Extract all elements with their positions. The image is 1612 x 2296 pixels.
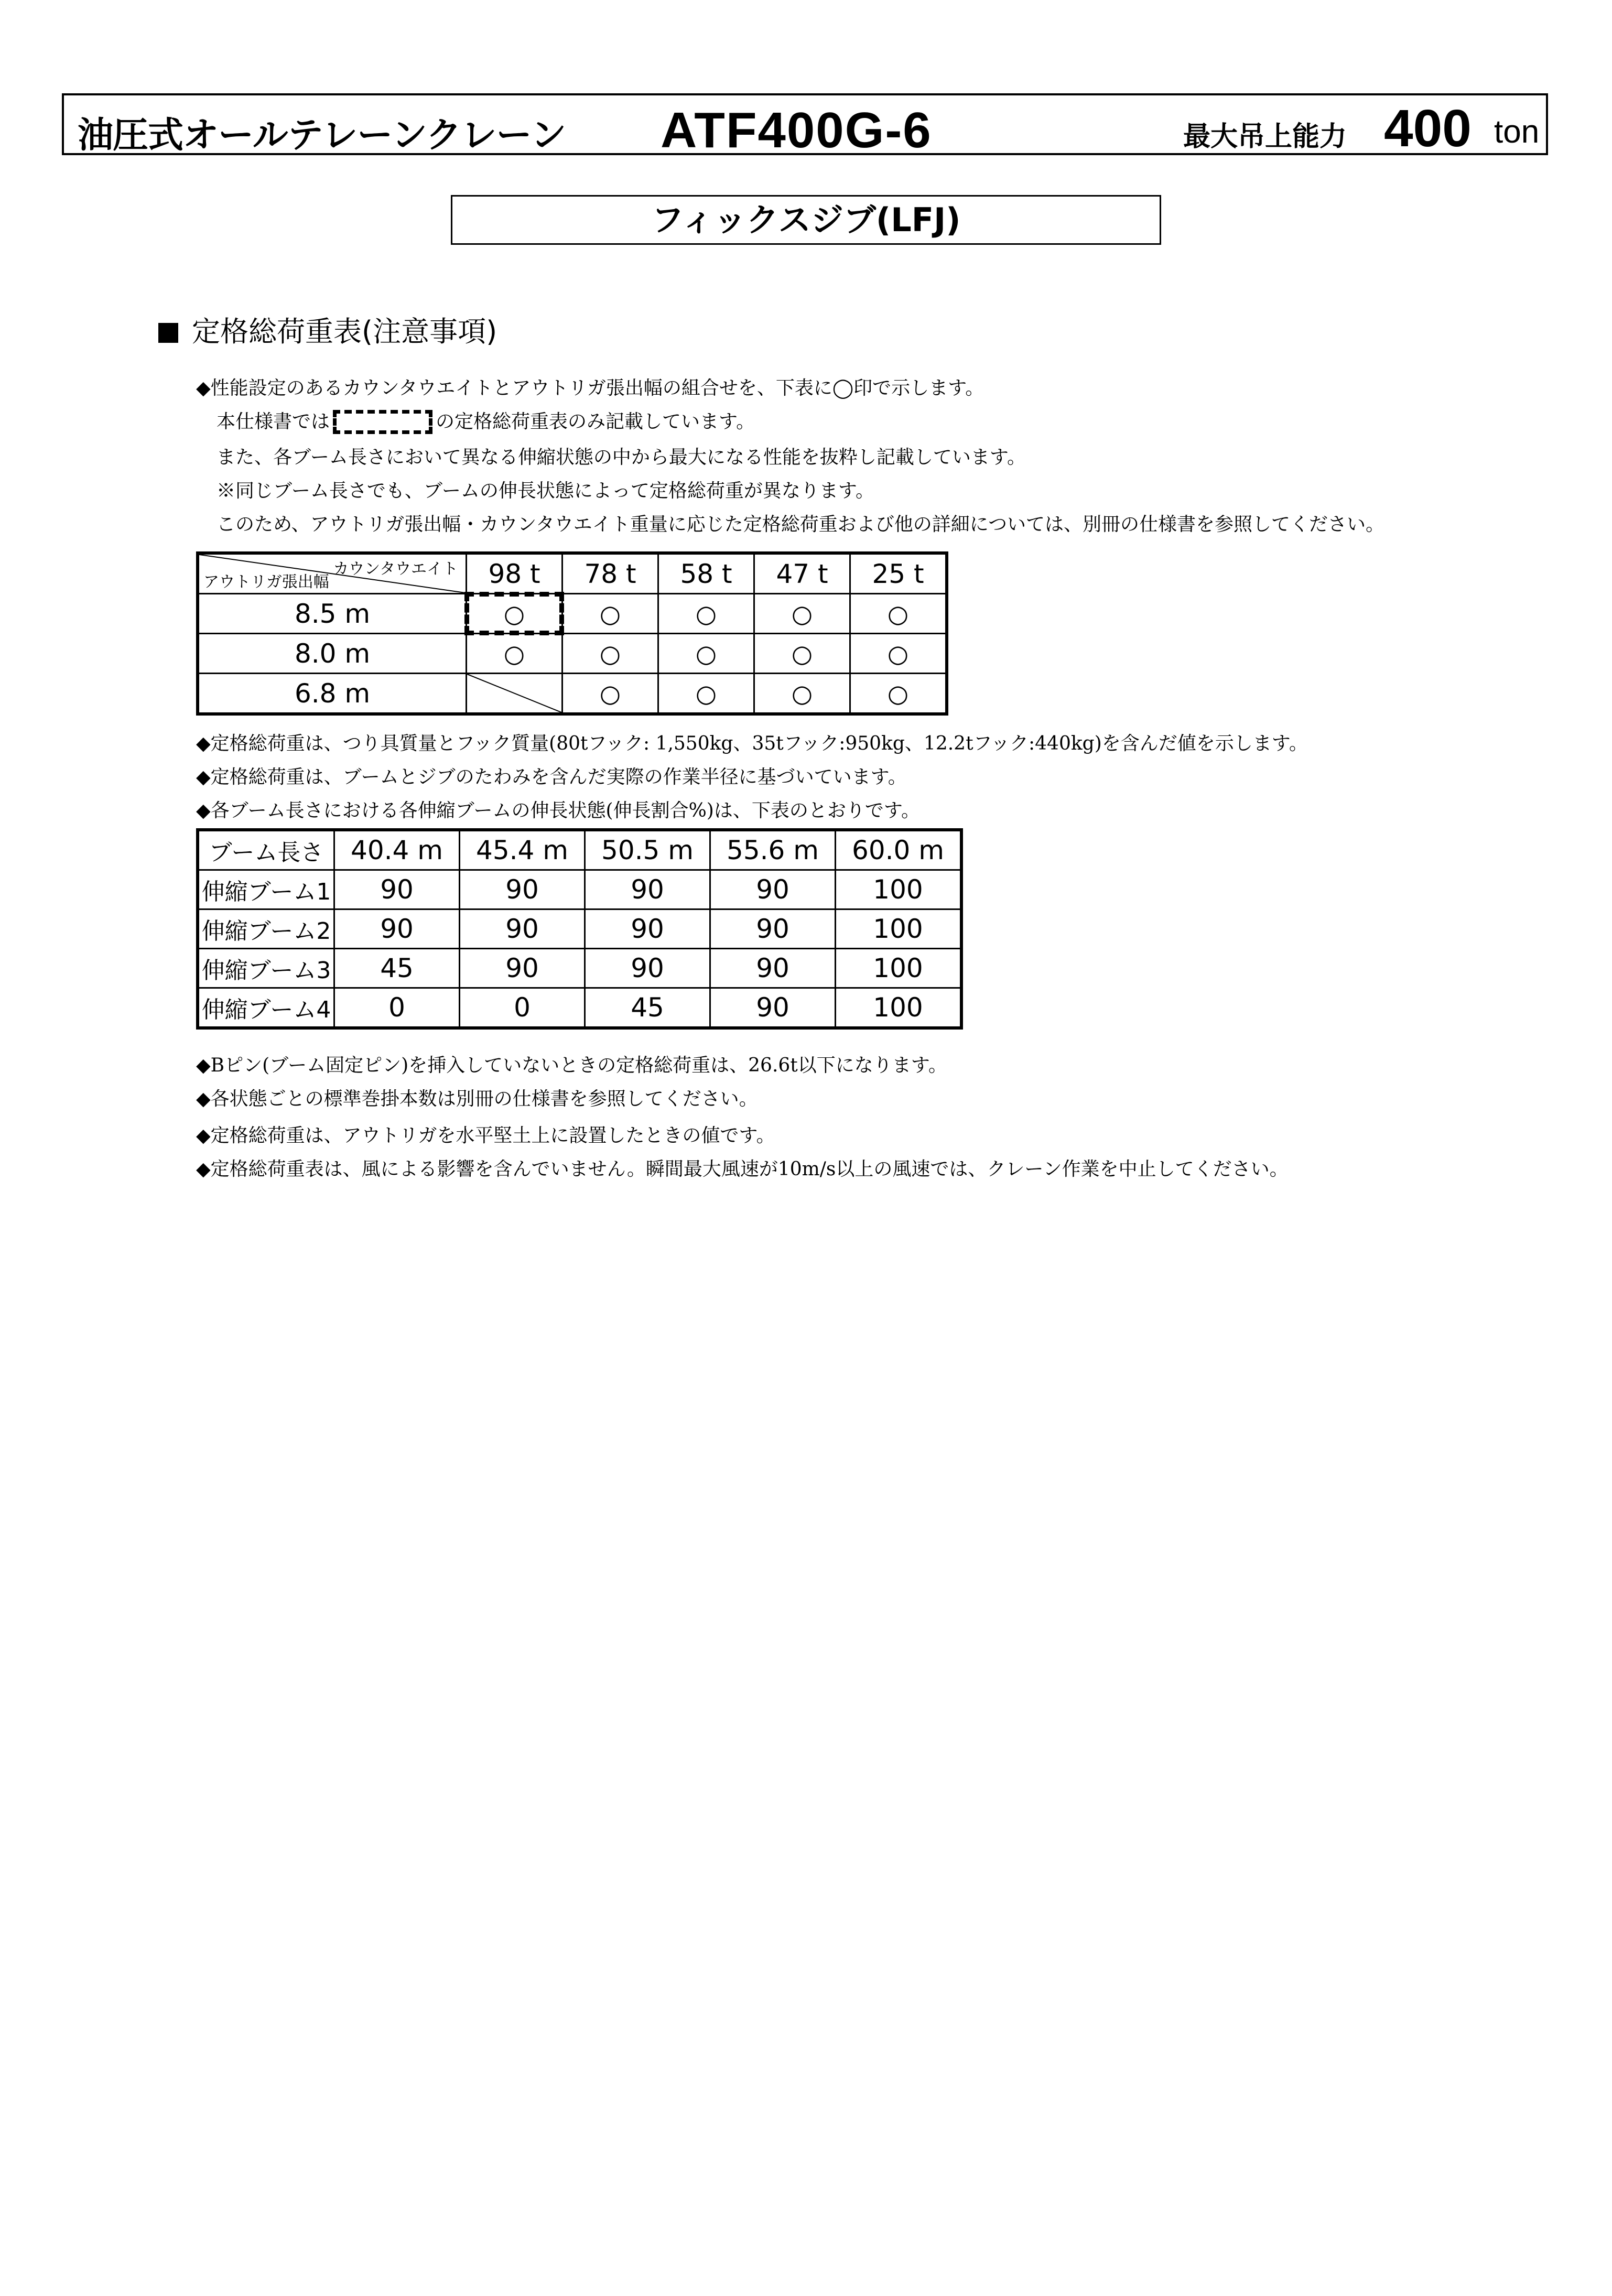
table2-cell: 100 [836,870,962,909]
intro-note-2-before: 本仕様書では [217,411,330,432]
table1-cell: ○ [562,634,658,674]
intro-note-2 [217,407,755,434]
table2-cell: 45 [585,988,710,1028]
bottom-note-3: ◆定格総荷重は、アウトリガを水平堅土上に設置したときの値です。 [196,1125,775,1146]
table2-header-row [198,830,961,870]
table2-cell: 100 [836,949,962,988]
bottom-note-2: ◆各状態ごとの標準巻掛本数は別冊の仕様書を参照してください。 [196,1088,758,1110]
table1-cell: ○ [562,594,658,634]
table1-row-label: 8.0 m [198,634,467,674]
table1-cell: ○ [850,594,947,634]
table1-cell [467,594,562,634]
bottom-note-1: ◆Bピン(ブーム固定ピン)を挿入していないときの定格総荷重は、26.6t以下になります。 [196,1055,947,1076]
table2-column-header: 40.4 m [334,830,460,870]
table2-column-header: 50.5 m [585,830,710,870]
table1-column-header: 78 t [562,553,658,594]
table2-row [198,949,961,988]
table2-cell: 100 [836,909,962,949]
document-header [62,93,1548,158]
table2-row [198,988,961,1028]
mid-note-1: ◆定格総荷重は、つり具質量とフック質量(80tフック: 1,550kg、35tフック:950kg、12.2tフック:440kg)を含んだ値を示します。 [196,733,1308,754]
table2-cell: 100 [836,988,962,1028]
table2-cell: 90 [460,870,585,909]
table1-cell: ○ [754,634,850,674]
table2-cell: 0 [334,988,460,1028]
table1-cell-not-available [467,674,562,714]
intro-note-1: ◆性能設定のあるカウンタウエイトとアウトリガ張出幅の組合せを、下表に◯印で示します。 [196,377,984,399]
capacity-value: 400 [1384,99,1472,158]
section-heading-text: 定格総荷重表(注意事項) [192,315,497,348]
table2-cell: 90 [585,909,710,949]
table2-cell: 0 [460,988,585,1028]
intro-note-4: ※同じブーム長さでも、ブームの伸長状態によって定格総荷重が異なります。 [217,480,874,502]
boom-length-header: ブーム長さ [198,830,334,870]
table2-cell: 90 [460,909,585,949]
bottom-note-4: ◆定格総荷重表は、風による影響を含んでいません。瞬間最大風速が10m/s以上の風速では、クレーン作業を中止してください。 [196,1158,1289,1180]
table2-cell: 90 [460,949,585,988]
table1-cell: ○ [754,594,850,634]
jib-type-title: フィックスジブ(LFJ) [451,195,1161,245]
intro-note-2-after: の定格総荷重表のみ記載しています。 [436,411,755,432]
table1-row-label: 6.8 m [198,674,467,714]
table2-row [198,909,961,949]
square-bullet-icon [158,323,178,343]
mid-note-2: ◆定格総荷重は、ブームとジブのたわみを含んだ実際の作業半径に基づいています。 [196,766,907,788]
table2-cell: 90 [334,909,460,949]
table2-row-label: 伸縮ブーム1 [198,870,334,909]
table2-row-label: 伸縮ブーム4 [198,988,334,1028]
table1-row [198,634,947,674]
table2-row-label: 伸縮ブーム3 [198,949,334,988]
table1-column-header: 58 t [658,553,754,594]
table2-cell: 90 [585,870,710,909]
table1-row-label: 8.5 m [198,594,467,634]
counterweight-outrigger-table [196,551,948,716]
table1-cell: ○ [658,634,754,674]
table1-corner-cell [198,553,467,594]
table1-cell: ○ [850,634,947,674]
dashed-box-marker [333,410,432,434]
table2-cell: 90 [585,949,710,988]
intro-note-3: また、各ブーム長さにおいて異なる伸縮状態の中から最大になる性能を抜粋し記載しています。 [217,447,1026,468]
outrigger-width-header: アウトリガ張出幅 [203,573,329,591]
not-available-diagonal [467,674,561,712]
table2-row-label: 伸縮ブーム2 [198,909,334,949]
table2-row [198,870,961,909]
table1-column-header: 25 t [850,553,947,594]
table2-cell: 90 [710,949,836,988]
table2-column-header: 45.4 m [460,830,585,870]
table2-cell: 90 [334,870,460,909]
table2-column-header: 60.0 m [836,830,962,870]
boom-extension-table [196,828,963,1030]
table1-header-row [198,553,947,594]
section-heading [158,309,497,350]
table2-cell: 45 [334,949,460,988]
intro-note-5: このため、アウトリガ張出幅・カウンタウエイト重量に応じた定格総荷重および他の詳細については、別冊の仕様書を参照してください。 [217,514,1385,535]
capacity-unit: ton [1494,114,1540,150]
table1-cell: ○ [754,674,850,714]
table2-cell: 90 [710,909,836,949]
table2-cell: 90 [710,870,836,909]
mid-note-3: ◆各ブーム長さにおける各伸縮ブームの伸長状態(伸長割合%)は、下表のとおりです。 [196,800,920,821]
table1-row [198,594,947,634]
capacity-label: 最大吊上能力 [1183,121,1347,153]
table1-column-header: 98 t [467,553,562,594]
circle-mark: ○ [503,599,525,628]
model-name: ATF400G-6 [661,102,932,158]
table1-cell: ○ [658,674,754,714]
table1-cell: ○ [562,674,658,714]
table2-column-header: 55.6 m [710,830,836,870]
table1-cell: ○ [467,634,562,674]
table1-cell: ○ [850,674,947,714]
counterweight-header: カウンタウエイト [333,560,458,578]
table1-row [198,674,947,714]
crane-type: 油圧式オールテレーンクレーン [78,115,566,156]
table1-cell: ○ [658,594,754,634]
table2-cell: 90 [710,988,836,1028]
table1-column-header: 47 t [754,553,850,594]
